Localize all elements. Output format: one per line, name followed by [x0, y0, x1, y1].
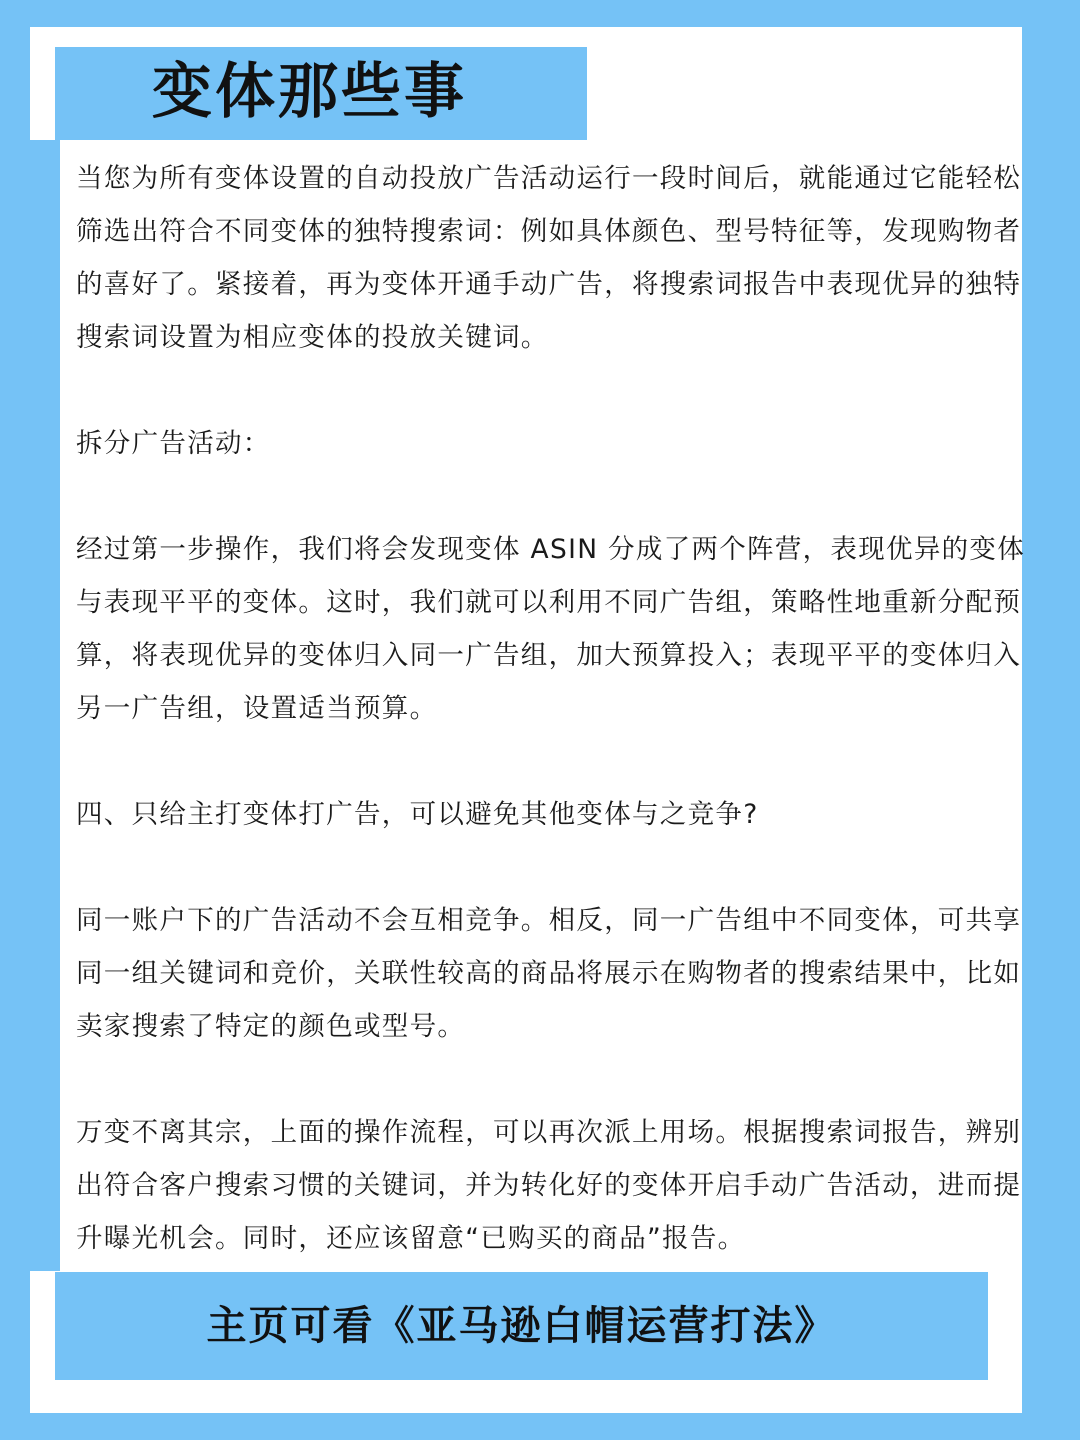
- page-title: 变体那些事: [152, 57, 467, 127]
- paragraph-competition: 同一账户下的广告活动不会互相竞争。相反，同一广告组中不同变体，可共享同一组关键词和竞价，关联性较高的商品将展示在购物者的搜索结果中，比如卖家搜索了特定的颜色或型号。: [76, 905, 1022, 1042]
- footer-text: 主页可看《亚马逊白帽运营打法》: [206, 1303, 837, 1349]
- paragraph-split-campaign: 经过第一步操作，我们将会发现变体 ASIN 分成了两个阵营，表现优异的变体与表现平平的变体。这时，我们就可以利用不同广告组，策略性地重新分配预算，将表现优异的变体归入同一广告组，加大预算投入；表现平平的变体归入另一广告组，设置适当预算。: [76, 534, 1026, 724]
- paragraph-intro: 当您为所有变体设置的自动投放广告活动运行一段时间后，就能通过它能轻松筛选出符合不同变体的独特搜索词：例如具体颜色、型号特征等，发现购物者的喜好了。紧接着，再为变体开通手动广告，将搜索词报告中表现优异的独特搜索词设置为相应变体的投放关键词。: [76, 163, 1022, 353]
- footer-banner: [55, 1272, 988, 1380]
- section-heading-split-campaign: 拆分广告活动：: [76, 428, 271, 459]
- paragraph-summary: 万变不离其宗，上面的操作流程，可以再次派上用场。根据搜索词报告，辨别出符合客户搜索习惯的关键词，并为转化好的变体开启手动广告活动，进而提升曝光机会。同时，还应该留意“已购买的商品”报告。: [76, 1117, 1022, 1254]
- left-accent-bar: [30, 140, 60, 1271]
- section-heading-question-four: 四、只给主打变体打广告，可以避免其他变体与之竞争?: [76, 799, 759, 830]
- article-body: [76, 152, 1026, 1318]
